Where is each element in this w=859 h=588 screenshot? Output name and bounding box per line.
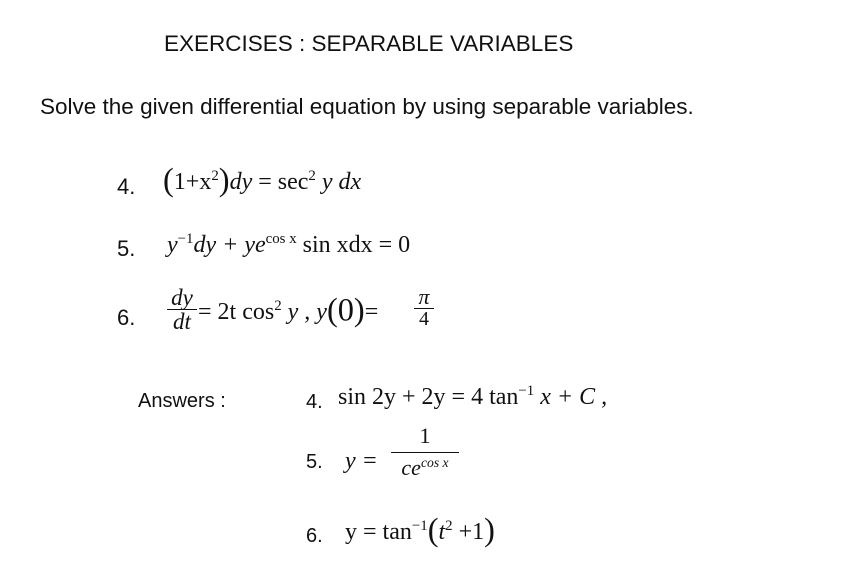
exercise-6-number: 6. <box>117 305 136 330</box>
answer-6-equation: $y = \tan^{-1}(t^2 +1)$ <box>345 512 495 549</box>
exercise-5-number: 5. <box>117 236 136 261</box>
answer-4-equation: sin 2y + 2y = 4 $\tan^{-1} x + C$ , <box>338 383 608 410</box>
answer-5-number: 5. <box>306 451 323 473</box>
page-title: EXERCISES : SEPARABLE VARIABLES <box>164 31 574 56</box>
exercise-4-number: 4. <box>117 174 136 199</box>
answer-5-lhs: y = <box>345 448 378 474</box>
answer-6-number: 6. <box>306 525 323 547</box>
exercise-6-fraction-pi-over-4: π 4 <box>414 286 434 329</box>
exercise-6-equation: = 2t $\cos^2 y$ , y(0)= <box>198 292 379 329</box>
answers-label: Answers : <box>138 390 226 412</box>
exercise-4-equation: $(1+x^2)dy = \sec^2 y$ dx <box>163 162 362 199</box>
exercise-6-fraction-dy-dt: dy dt <box>167 286 197 333</box>
answer-5-fraction: 1 $ce^{cos x}$ <box>391 425 459 479</box>
exercise-5-equation: $y^{-1}dy + ye^{cos x}$ sin xdx = 0 <box>167 231 411 258</box>
answer-4-number: 4. <box>306 391 323 413</box>
instruction-text: Solve the given differential equation by using separable variables. <box>40 94 694 119</box>
